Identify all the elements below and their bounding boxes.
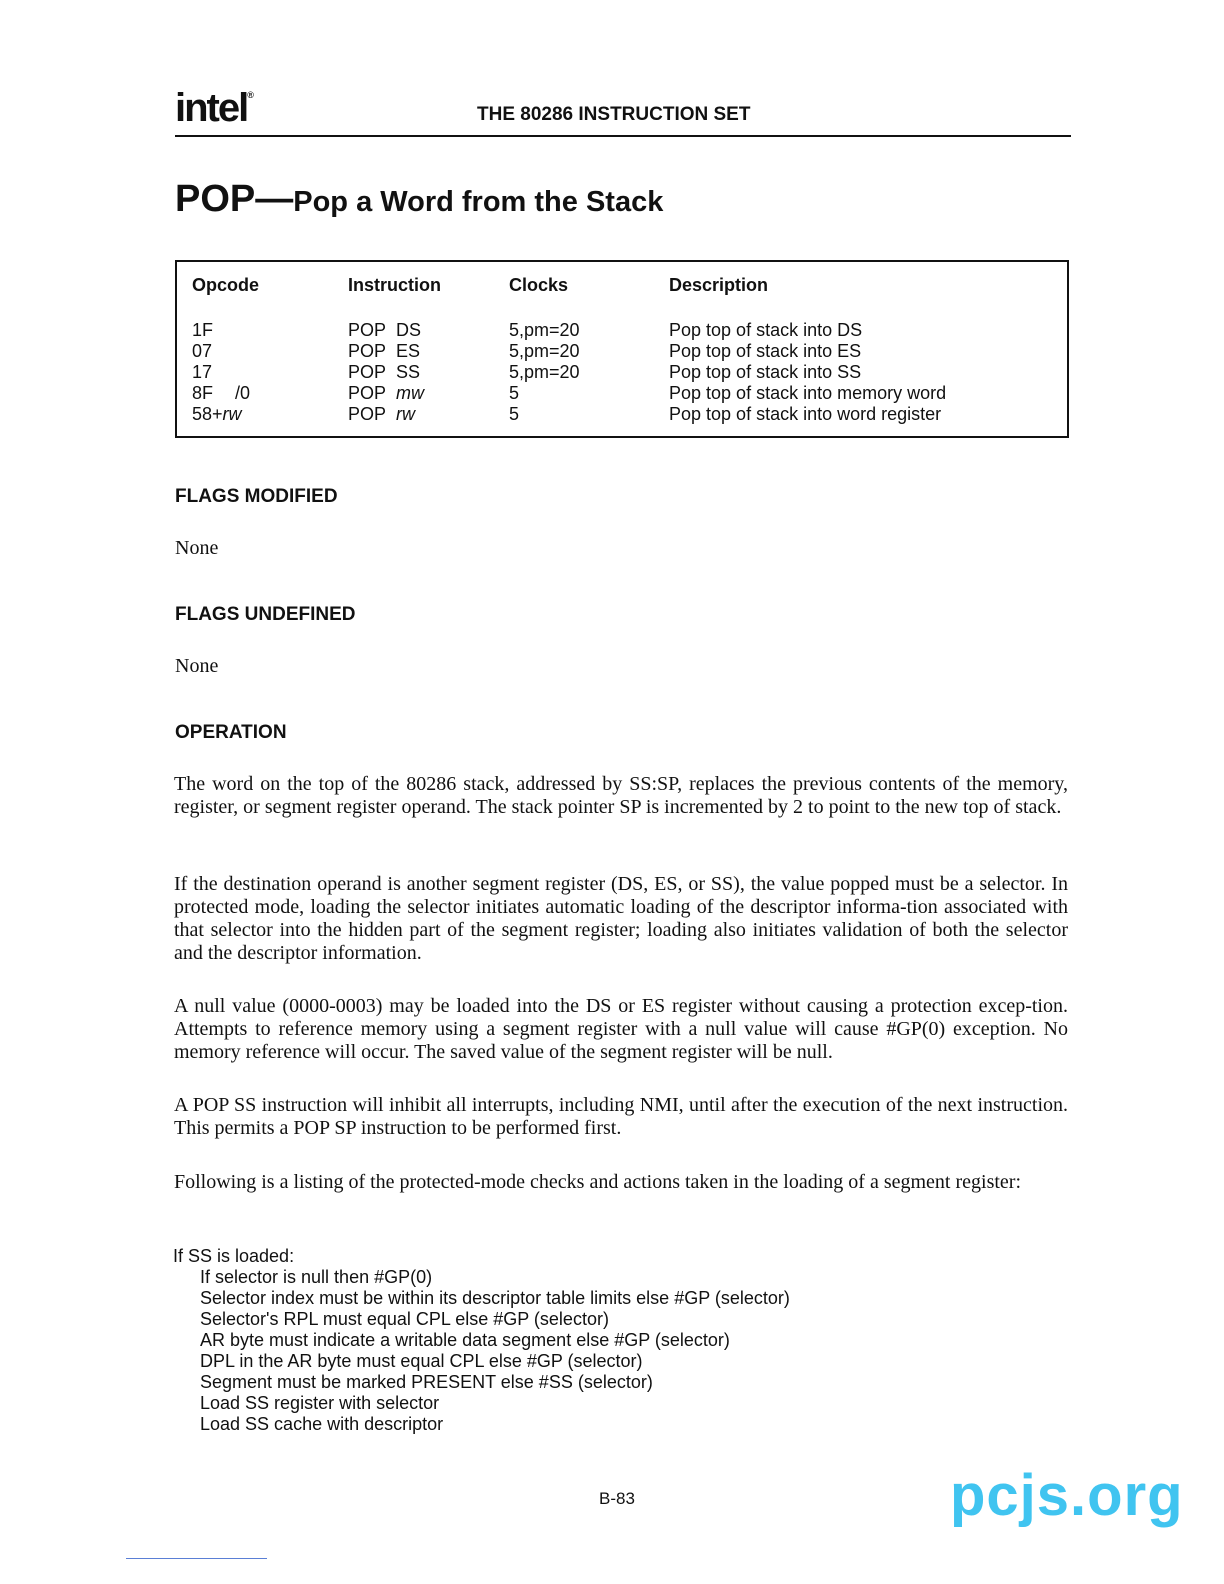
registered-mark: ® [247, 90, 252, 100]
opcode-cell: 58+rw [192, 404, 242, 424]
page-title [175, 178, 663, 221]
listing-line: Load SS register with selector [200, 1393, 440, 1413]
description-cell: Pop top of stack into word register [669, 404, 942, 424]
header-rule [175, 135, 1071, 137]
protected-mode-checks-listing [173, 1246, 790, 1435]
operation-heading: OPERATION [175, 722, 287, 743]
listing-line: Load SS cache with descriptor [200, 1414, 444, 1434]
table-row [177, 341, 1067, 362]
clocks-cell: 5 [509, 383, 520, 403]
listing-line: DPL in the AR byte must equal CPL else #GP (selector) [200, 1351, 643, 1371]
flags-modified-heading: FLAGS MODIFIED [175, 486, 338, 507]
description-cell: Pop top of stack into ES [669, 341, 862, 361]
opcode-cell: 1F [192, 320, 214, 340]
operation-paragraph: Following is a listing of the protected-mode checks and actions taken in the loading of a segment register: [174, 1171, 1022, 1193]
flags-modified-text: None [175, 537, 219, 559]
opcode-cell: 07 [192, 341, 213, 361]
operation-paragraph: A null value (0000-0003) may be loaded into the DS or ES register without causing a protection excep-tion. Attempts to reference memory using a segment register with a null value will cause #GP(0) exception. No memory reference will occur. The saved value of the segment register will be null. [174, 995, 1068, 1063]
intel-logo: intel® [175, 86, 252, 130]
table-row [177, 320, 1067, 341]
operation-paragraph: A POP SS instruction will inhibit all interrupts, including NMI, until after the execution of the next instruction. This permits a POP SP instruction to be performed first. [174, 1094, 1068, 1139]
page-number: B-83 [599, 1489, 635, 1508]
column-header-instruction: Instruction [348, 275, 441, 295]
clocks-cell: 5,pm=20 [509, 341, 580, 361]
operation-paragraph: If the destination operand is another segment register (DS, ES, or SS), the value popped must be a selector. In protected mode, loading the selector initiates automatic loading of the descriptor informa-tion associated with that selector into the hidden part of the segment register; loading also initiates validation of both the selector and the descriptor information. [174, 873, 1068, 964]
title-dash: — [255, 178, 294, 220]
instruction-cell: POP ES [348, 341, 421, 361]
description-cell: Pop top of stack into memory word [669, 383, 947, 403]
clocks-cell: 5,pm=20 [509, 320, 580, 340]
opcode-cell: 8F /0 [192, 383, 251, 403]
listing-line: Segment must be marked PRESENT else #SS (selector) [200, 1372, 653, 1392]
listing-head: If SS is loaded: [173, 1246, 295, 1266]
flags-undefined-text: None [175, 655, 219, 677]
table-row [177, 362, 1067, 383]
instruction-cell: POP mw [348, 383, 425, 403]
instruction-mnemonic: POP [175, 178, 256, 220]
flags-undefined-heading: FLAGS UNDEFINED [175, 604, 356, 625]
column-header-clocks: Clocks [509, 275, 569, 295]
listing-line: Selector index must be within its descriptor table limits else #GP (selector) [200, 1288, 790, 1308]
description-cell: Pop top of stack into SS [669, 362, 862, 382]
opcode-cell: 17 [192, 362, 213, 382]
table-row [177, 404, 1067, 425]
listing-line: Selector's RPL must equal CPL else #GP (selector) [200, 1309, 609, 1329]
operation-paragraph: The word on the top of the 80286 stack, addressed by SS:SP, replaces the previous contents of the memory, register, or segment register operand. The stack pointer SP is incremented by 2 to point to the new top of stack. [174, 773, 1068, 818]
clocks-cell: 5,pm=20 [509, 362, 580, 382]
listing-line: If selector is null then #GP(0) [200, 1267, 433, 1287]
pcjs-watermark: pcjs.org [950, 1463, 1184, 1528]
clocks-cell: 5 [509, 404, 520, 424]
instruction-cell: POP rw [348, 404, 416, 424]
opcode-table [175, 260, 1069, 438]
instruction-subtitle: Pop a Word from the Stack [293, 186, 664, 218]
column-header-opcode: Opcode [192, 275, 260, 295]
instruction-cell: POP DS [348, 320, 422, 340]
header-title: THE 80286 INSTRUCTION SET [477, 104, 751, 125]
footer-rule [126, 1558, 267, 1559]
listing-line: AR byte must indicate a writable data segment else #GP (selector) [200, 1330, 730, 1350]
description-cell: Pop top of stack into DS [669, 320, 863, 340]
column-header-description: Description [669, 275, 769, 295]
table-row [177, 383, 1067, 404]
instruction-cell: POP SS [348, 362, 421, 382]
